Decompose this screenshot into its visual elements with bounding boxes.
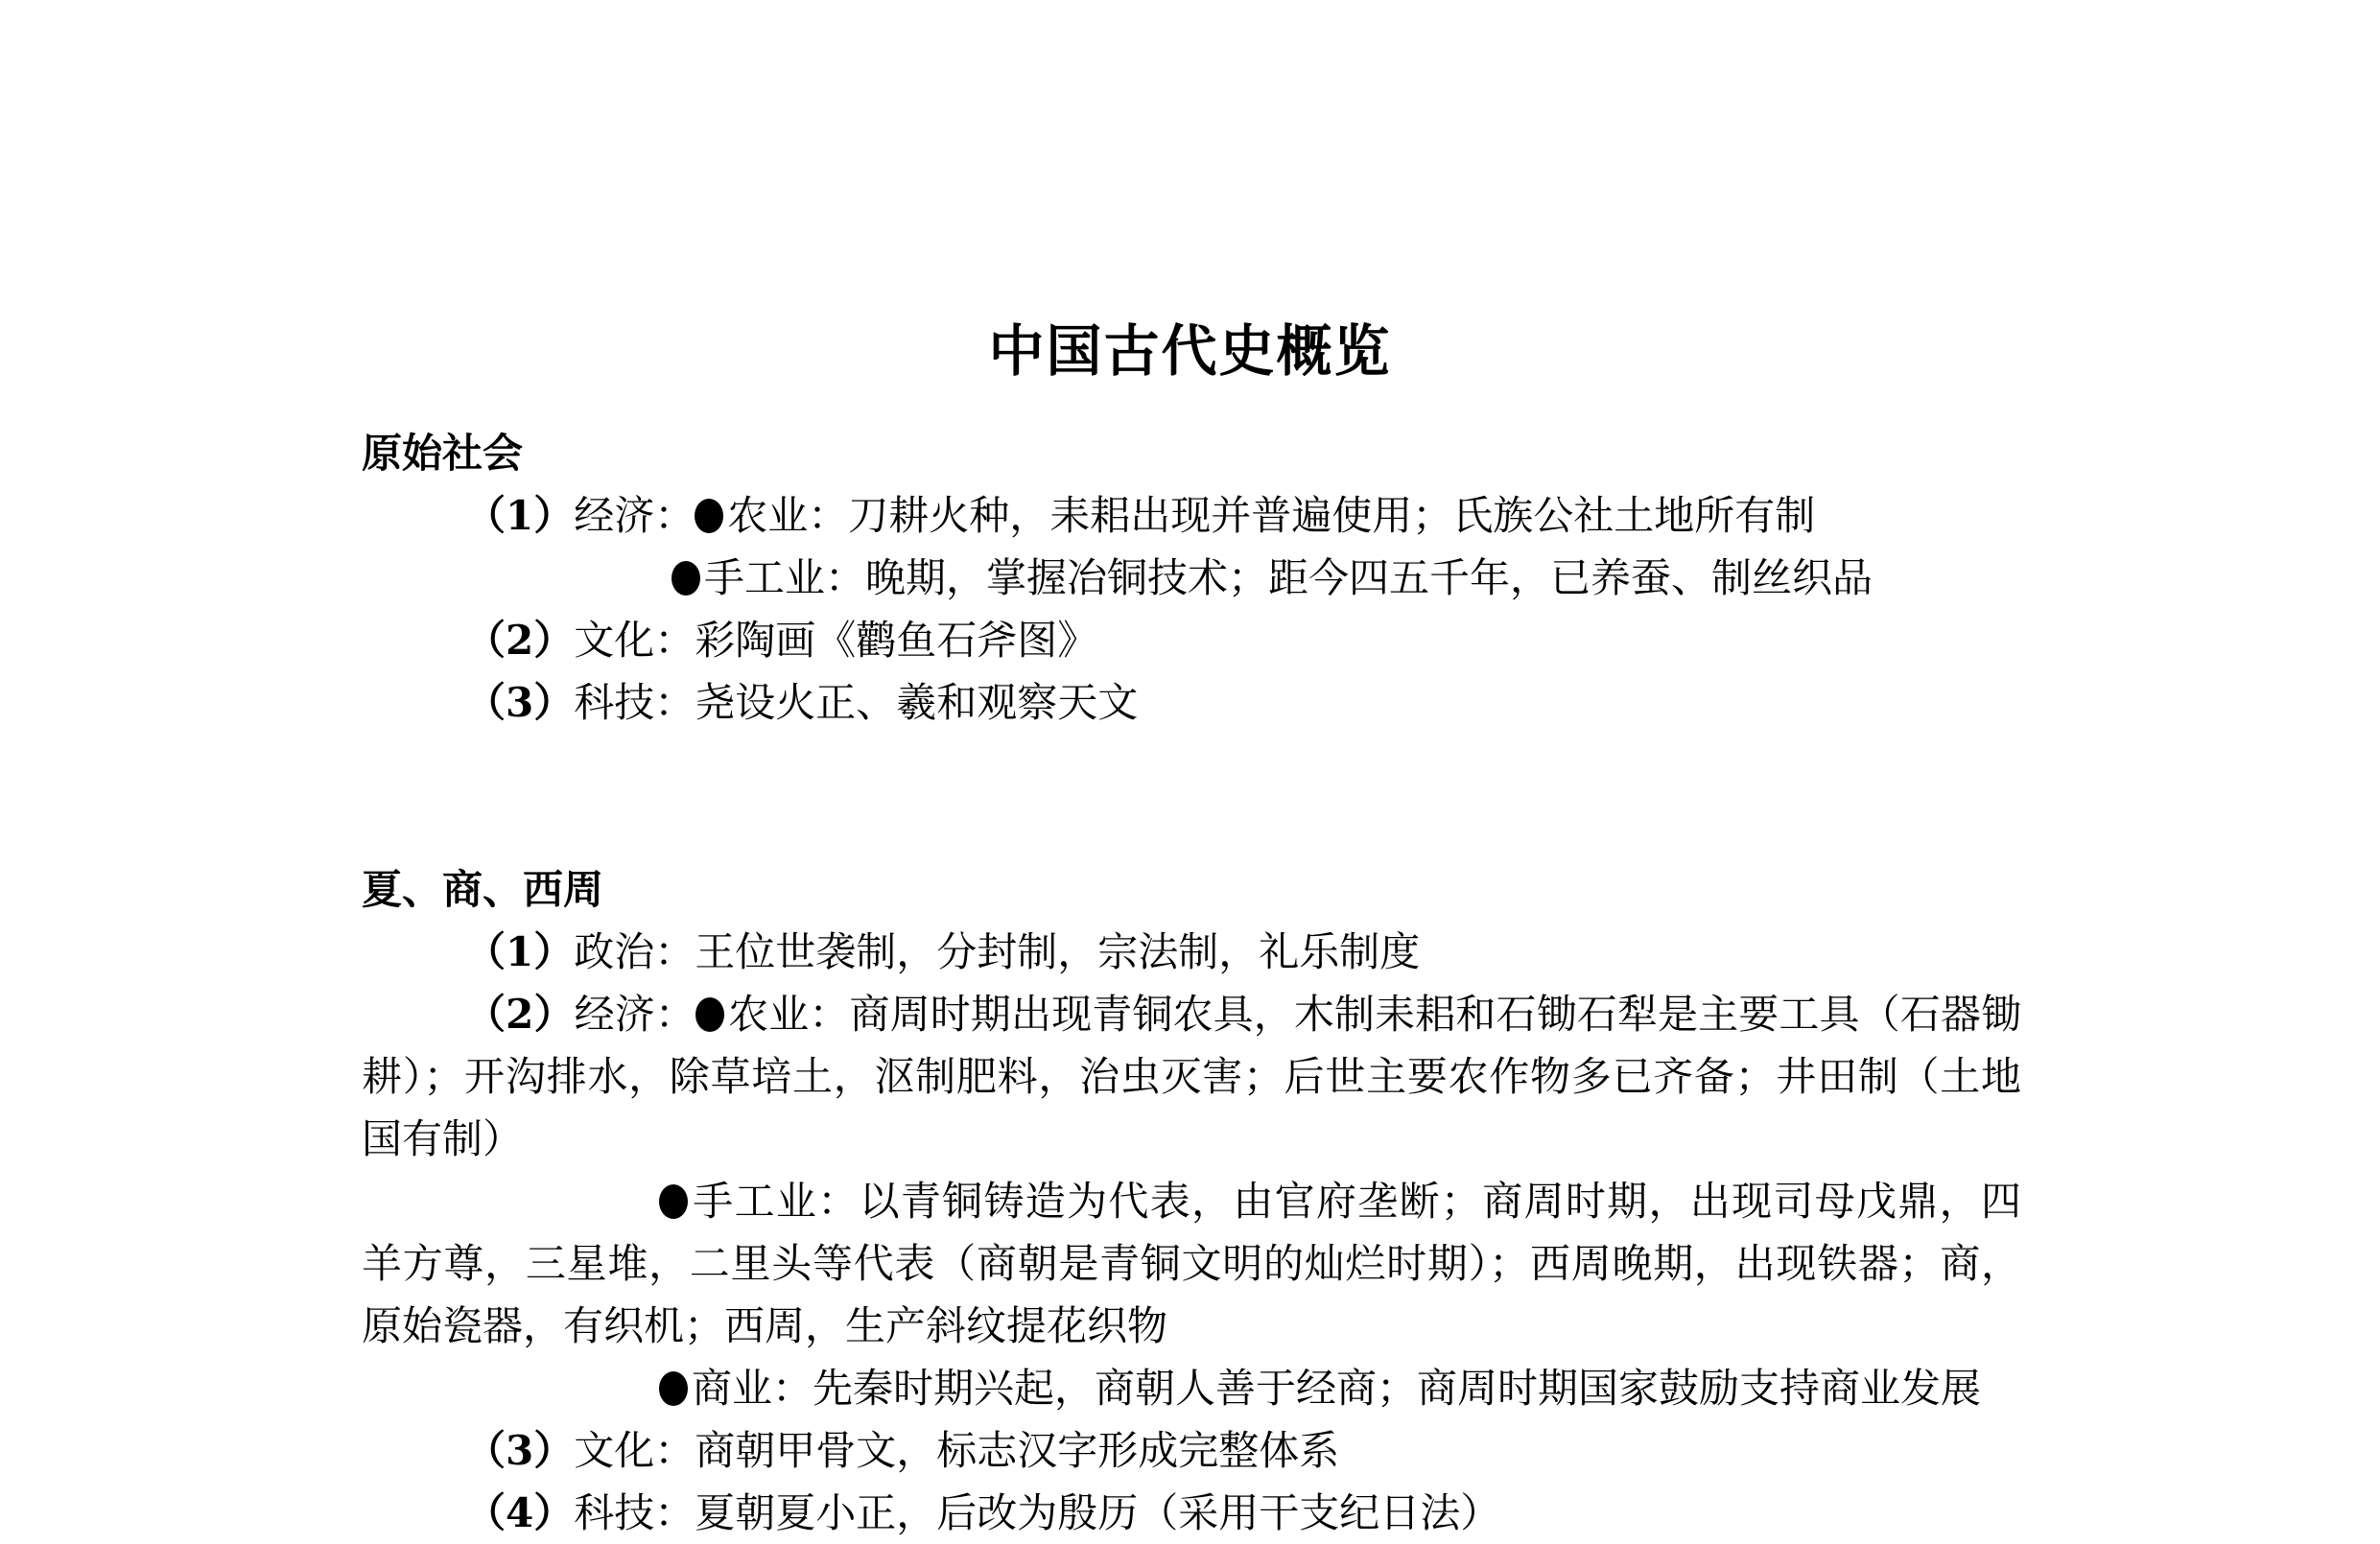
item-category: 文化： xyxy=(574,617,695,664)
item-category: 科技： xyxy=(574,1489,695,1536)
bullet-icon xyxy=(695,997,724,1032)
bullet-icon xyxy=(672,561,700,596)
item-text: 彩陶画《鹳鱼石斧图》 xyxy=(695,617,1098,664)
item-technology xyxy=(362,1482,2021,1544)
section-spacer xyxy=(362,734,2021,858)
bullet-text: 刀耕火种，耒耜出现并普遍使用；氏族公社土地所有制 xyxy=(848,492,1816,539)
bullet-handicraft xyxy=(362,547,2021,609)
bullet-handicraft xyxy=(362,1170,2021,1357)
item-text: 夏朝夏小正，后改为殷历（采用干支纪日法） xyxy=(695,1489,1501,1536)
item-number: （3） xyxy=(465,1427,575,1474)
item-number: （2） xyxy=(465,991,575,1038)
item-politics xyxy=(362,921,2021,983)
item-number: （1） xyxy=(465,492,575,539)
item-number: （1） xyxy=(465,928,575,975)
bullet-label: 手工业： xyxy=(692,1178,860,1225)
document-body xyxy=(362,422,2021,1544)
bullet-label: 手工业： xyxy=(704,554,866,601)
bullet-commerce xyxy=(362,1357,2021,1419)
section-heading-xia-shang-zhou: 夏、商、西周 xyxy=(362,866,604,913)
item-number: （2） xyxy=(465,617,575,664)
item-number: （3） xyxy=(465,679,575,726)
section-heading-primitive-society: 原始社会 xyxy=(362,430,524,477)
bullet-label: 农业： xyxy=(727,492,849,539)
bullet-text: 先秦时期兴起，商朝人善于经商；商周时期国家鼓励支持商业发展 xyxy=(813,1365,1982,1412)
item-economy xyxy=(362,484,2021,547)
item-culture xyxy=(362,1419,2021,1482)
item-category: 经济： xyxy=(574,991,695,1038)
bullet-icon xyxy=(659,1184,688,1219)
item-category: 政治： xyxy=(574,928,695,975)
item-economy xyxy=(362,983,2021,1170)
item-category: 经济： xyxy=(574,492,695,539)
bullet-text: 以青铜铸造为代表，由官府垄断；商周时期，出现司母戊鼎，四羊方尊，三星堆，二里头等代表（商朝是青铜文明的灿烂时期）；西周晚期，出现铁器；商，原始瓷器，有织机；西周，生产斜纹提花织物 xyxy=(362,1178,2021,1349)
bullet-label: 商业： xyxy=(692,1365,813,1412)
bullet-text: 商周时期出现青铜农具，木制耒耜和石锄石犁是主要工具（石器锄耕）；开沟排水，除草培土，沤制肥料，治虫灭害；后世主要农作物多已齐备；井田制（土地国有制） xyxy=(362,991,2021,1162)
item-text: 尧设火正、羲和观察天文 xyxy=(695,679,1139,726)
bullet-text: 晚期，掌握冶铜技术；距今四五千年，已养蚕、制丝织品 xyxy=(865,554,1873,601)
bullet-icon xyxy=(695,499,723,533)
item-text: 王位世袭制，分封制，宗法制，礼乐制度 xyxy=(695,928,1421,975)
item-text: 商朝甲骨文，标志汉字形成完整体系 xyxy=(695,1427,1340,1474)
document-title: 中国古代史概览 xyxy=(988,318,1392,384)
item-culture xyxy=(362,609,2021,671)
bullet-icon xyxy=(659,1371,688,1406)
item-category: 文化： xyxy=(574,1427,695,1474)
item-number: （4） xyxy=(465,1489,575,1536)
item-category: 科技： xyxy=(574,679,695,726)
bullet-label: 农业： xyxy=(727,991,850,1038)
item-technology xyxy=(362,671,2021,734)
